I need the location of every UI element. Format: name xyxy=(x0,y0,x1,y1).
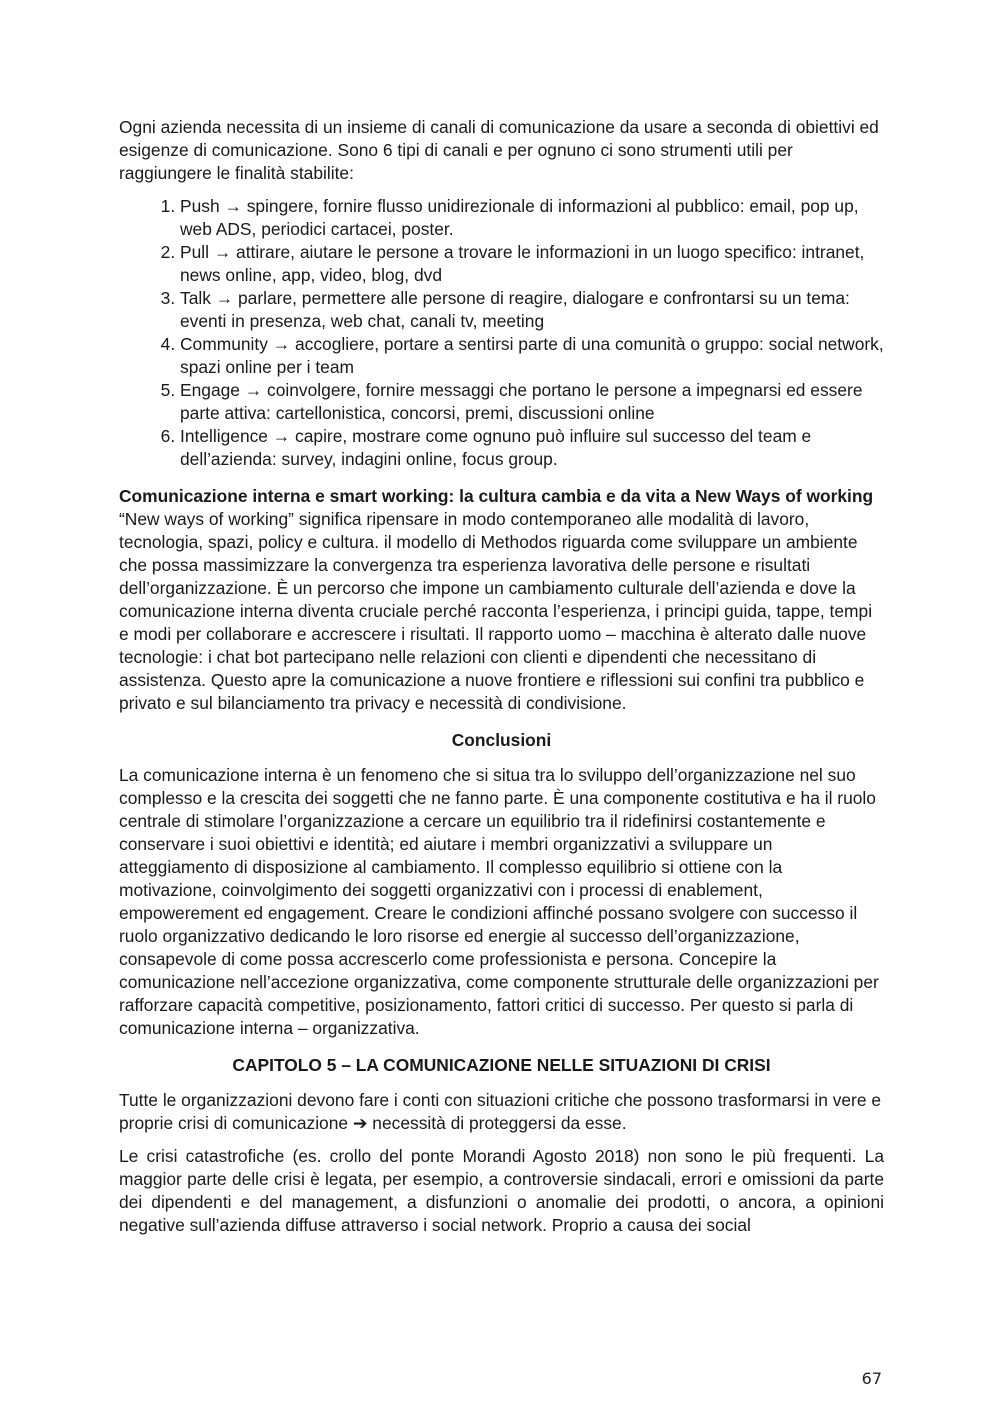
list-item: 1. Push → spingere, fornire flusso unidirezionale di informazioni al pubblico: email, pop up, web ADS, periodici cartacei, poster. xyxy=(180,195,884,241)
chapter-paragraph: Le crisi catastrofiche (es. crollo del ponte Morandi Agosto 2018) non sono le più frequenti. La maggior parte delle crisi è legata, per esempio, a controversie sindacali, errori e omissioni da parte dei dipendenti e del management, a disfunzioni o anomalie dei prodotti, o ancora, a opinioni negative sull’azienda diffuse attraverso i social network. Proprio a causa dei social xyxy=(119,1146,884,1235)
list-item: 3. Talk → parlare, permettere alle persone di reagire, dialogare e confrontarsi su un tema: eventi in presenza, web chat, canali tv, meeting xyxy=(180,287,884,333)
list-item: 4. Community → accogliere, portare a sentirsi parte di una comunità o gruppo: social network, spazi online per i team xyxy=(180,333,884,379)
intro-paragraph: Ogni azienda necessita di un insieme di canali di comunicazione da usare a seconda di obiettivi ed esigenze di comunicazione. Sono 6 tipi di canali e per ognuno ci sono strumenti utili per raggiungere le finalità stabilite: xyxy=(119,117,879,183)
smart-working-paragraph: “New ways of working” significa ripensare in modo contemporaneo alle modalità di lavoro, tecnologia, spazi, policy e cultura. il modello di Methodos riguarda come sviluppare un ambiente che possa massimizzare la convergenza tra esperienza lavorativa delle persone e risultati dell’organizzazione. È un percorso che impone un cambiamento culturale dell’azienda e dove la comunicazione interna diventa cruciale perché racconta l’esperienza, i principi guida, tappe, tempi e modi per collaborare e accrescere i risultati. Il rapporto uomo – macchina è alterato dalle nuove tecnologie: i chat bot partecipano nelle relazioni con clienti e dipendenti che necessitano di assistenza. Questo apre la comunicazione a nuove frontiere e riflessioni sui confini tra pubblico e privato e sul bilanciamento tra privacy e necessità di condivisione. xyxy=(119,509,873,713)
section-heading-smart-working: Comunicazione interna e smart working: la cultura cambia e da vita a New Ways of working xyxy=(119,486,874,506)
page-number: 67 xyxy=(861,1369,882,1388)
list-item: 2. Pull → attirare, aiutare le persone a trovare le informazioni in un luogo specifico: intranet, news online, app, video, blog, dvd xyxy=(180,241,884,287)
list-item: 6. Intelligence → capire, mostrare come ognuno può influire sul successo del team e dell’azienda: survey, indagini online, focus group. xyxy=(180,425,884,471)
channels-list xyxy=(119,195,884,471)
list-item: 5. Engage → coinvolgere, fornire messaggi che portano le persone a impegnarsi ed essere parte attiva: cartellonistica, concorsi, premi, discussioni online xyxy=(180,379,884,425)
section-heading-conclusioni: Conclusioni xyxy=(451,730,552,750)
conclusioni-paragraph: La comunicazione interna è un fenomeno che si situa tra lo sviluppo dell’organizzazione nel suo complesso e la crescita dei soggetti che ne fanno parte. È una componente costitutiva e ha il ruolo centrale di stimolare l’organizzazione a cercare un equilibrio tra il ridefinirsi costantemente e conservare i suoi obiettivi e identità; ed aiutare i membri organizzativi a sviluppare un atteggiamento di disposizione al cambiamento. Il complesso equilibrio si ottiene con la motivazione, coinvolgimento dei soggetti organizzativi con i processi di enablement, empowerement ed engagement. Creare le condizioni affinché possano svolgere con successo il ruolo organizzativo dedicando le loro risorse ed energie al successo dell’organizzazione, consapevole di come possa accrescerlo come professionista e persona. Concepire la comunicazione nell’accezione organizzativa, come componente strutturale delle organizzazioni per rafforzare capacità competitive, posizionamento, fattori critici di successo. Per questo si parla di comunicazione interna – organizzativa. xyxy=(119,765,879,1038)
page-content xyxy=(119,116,884,1237)
chapter-paragraph: Tutte le organizzazioni devono fare i conti con situazioni critiche che possono trasformarsi in vere e proprie crisi di comunicazione ➔ necessità di proteggersi da esse. xyxy=(119,1090,882,1133)
chapter-title: CAPITOLO 5 – LA COMUNICAZIONE NELLE SITUAZIONI DI CRISI xyxy=(232,1055,771,1075)
